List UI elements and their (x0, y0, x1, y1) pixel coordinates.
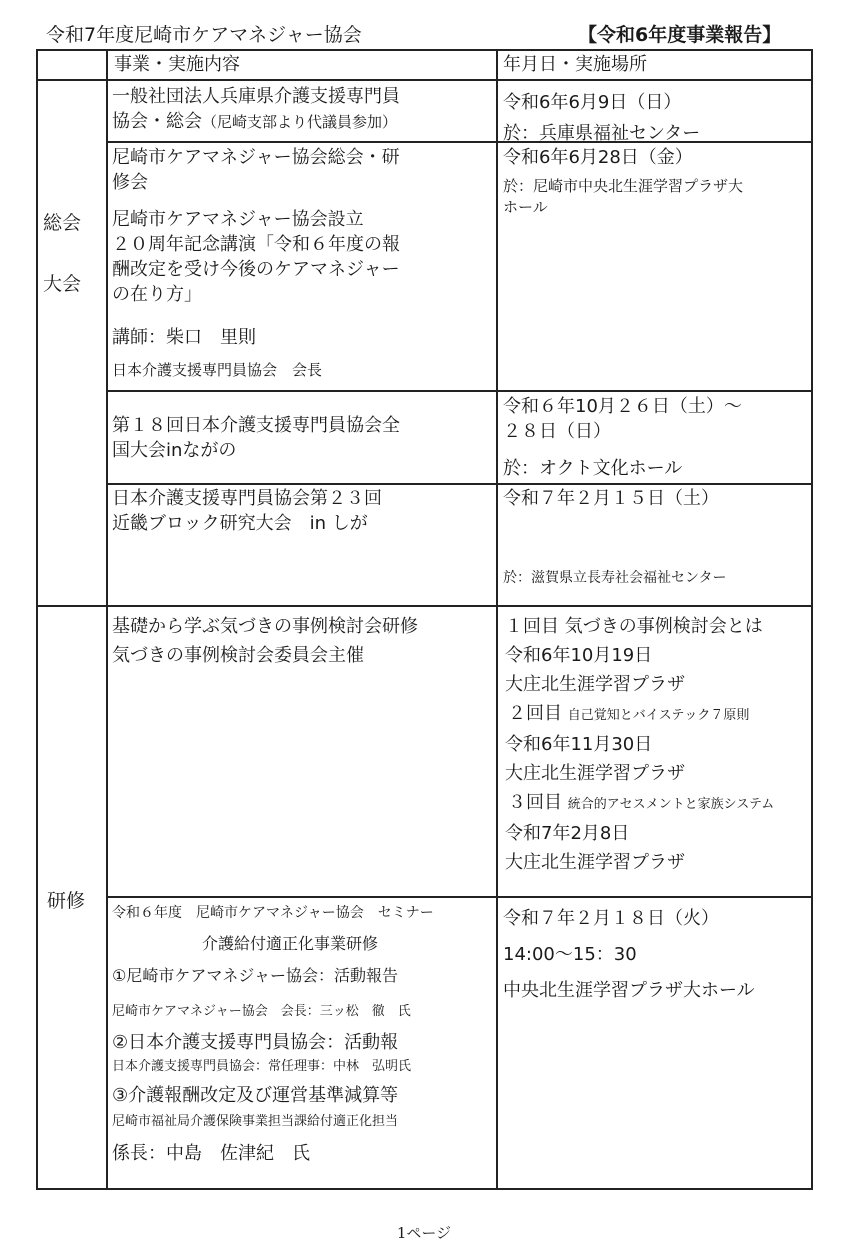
row6-content-line8: 尼崎市福祉局介護保険事業担当課給付適正化担当 (112, 1114, 399, 1129)
row6-content-line4: 尼崎市ケアマネジャー協会 会長：三ッ松 徹 氏 (112, 1004, 411, 1019)
row4-date: 令和７年２月１５日（土） (503, 488, 719, 509)
row1-date: 令和6年6月9日（日） (503, 92, 682, 113)
row1-content-line2: 協会・総会 (112, 111, 202, 132)
row3-date-line1: 令和６年10月２６日（土）～ (503, 396, 742, 417)
row5-session1-place: 大庄北生涯学習プラザ (505, 674, 685, 695)
row2-lecturer-title: 日本介護支援専門員協会 会長 (112, 361, 323, 379)
row3-content-line1: 第１８回日本介護支援専門員協会全 (112, 415, 400, 436)
row2-place-line2: ホール (503, 198, 548, 216)
row5-session3-place: 大庄北生涯学習プラザ (505, 852, 685, 873)
row5-content-line2: 気づきの事例検討会委員会主催 (112, 645, 364, 666)
row6-content-line1: 令和６年度 尼崎市ケアマネジャー協会 セミナー (112, 905, 434, 921)
row2-date: 令和6年6月28日（金） (503, 147, 693, 168)
row6-content-line2: 介護給付適正化事業研修 (202, 934, 379, 953)
report-title: 【令和6年度事業報告】 (578, 24, 782, 46)
row2-content-line4: ２０周年記念講演「令和６年度の報 (112, 234, 400, 255)
row2-content-line1: 尼崎市ケアマネジャー協会総会・研 (112, 147, 400, 168)
row3-date-line2: ２８日（日） (503, 421, 611, 442)
row2-content-line6: の在り方」 (112, 284, 202, 305)
row6-content-line6: 日本介護支援専門員協会：常任理事：中林 弘明氏 (112, 1059, 412, 1074)
row6-time: 14:00～15：30 (503, 944, 637, 965)
column-header-date-place: 年月日・実施場所 (503, 54, 647, 75)
row5-session3-number: ３回目 (508, 792, 562, 813)
row6-content-line7: ③介護報酬改定及び運営基準減算等 (112, 1085, 399, 1106)
row5-session2-number: ２回目 (508, 703, 562, 724)
row3-place: 於：オクト文化ホール (503, 458, 683, 479)
row5-session2-topic: 自己覚知とバイステック７原則 (567, 708, 750, 723)
row1-content-line1: 一般社団法人兵庫県介護支援専門員 (112, 86, 400, 107)
category-general-meeting: 総会 (43, 212, 82, 234)
table-row-date (503, 486, 719, 511)
row5-content-line1: 基礎から学ぶ気づきの事例検討会研修 (112, 616, 418, 637)
table-row (112, 145, 400, 383)
row5-session2-place: 大庄北生涯学習プラザ (505, 763, 685, 784)
row6-content-line9: 係長：中島 佐津紀 氏 (112, 1143, 310, 1164)
table-row (112, 84, 400, 135)
row6-place: 中央北生涯学習プラザ大ホール (503, 980, 755, 1001)
table-row-date (505, 612, 774, 877)
row5-session1-date: 令和6年10月19日 (505, 645, 653, 666)
row2-content-line3: 尼崎市ケアマネジャー協会設立 (112, 209, 364, 230)
row5-session2-date: 令和6年11月30日 (505, 734, 653, 755)
row1-place: 於：兵庫県福祉センター (503, 123, 701, 144)
category-training: 研修 (47, 890, 86, 912)
row5-session3-date: 令和7年2月8日 (505, 823, 630, 844)
row2-content-line5: 酬改定を受け今後のケアマネジャー (112, 259, 400, 280)
column-header-content: 事業・実施内容 (114, 54, 240, 75)
row2-place-line1: 於：尼崎市中央北生涯学習プラザ大 (503, 177, 744, 195)
row5-session1-label: １回目 気づきの事例検討会とは (505, 616, 763, 637)
row4-place: 於：滋賀県立長寿社会福祉センター (503, 570, 727, 586)
row4-content-line1: 日本介護支援専門員協会第２３回 (112, 488, 382, 509)
row6-content-line3: ①尼崎市ケアマネジャー協会：活動報告 (112, 966, 399, 985)
table-row-date (503, 901, 755, 1009)
row1-content-note: （尼崎支部より代議員参加） (202, 113, 398, 131)
table-row (112, 901, 494, 1169)
row6-content-line5: ②日本介護支援専門員協会：活動報 (112, 1032, 399, 1053)
row3-content-line2: 国大会inながの (112, 440, 237, 461)
table-row-date (503, 145, 743, 218)
table-row (112, 612, 418, 670)
row4-content-line2: 近畿ブロック研究大会 in しが (112, 513, 368, 534)
row2-content-line2: 修会 (112, 172, 148, 193)
table-row-date (503, 394, 742, 481)
table-row (112, 486, 382, 536)
org-title: 令和7年度尼崎市ケアマネジャー協会 (46, 24, 362, 46)
table-row (112, 413, 400, 463)
row6-date: 令和７年２月１８日（火） (503, 908, 719, 929)
table-row-date (503, 87, 700, 149)
page-number: 1ページ (396, 1224, 452, 1242)
row5-session3-topic: 統合的アセスメントと家族システム (567, 797, 775, 812)
category-convention: 大会 (43, 273, 82, 295)
row2-lecturer: 講師：柴口 里則 (112, 327, 256, 348)
